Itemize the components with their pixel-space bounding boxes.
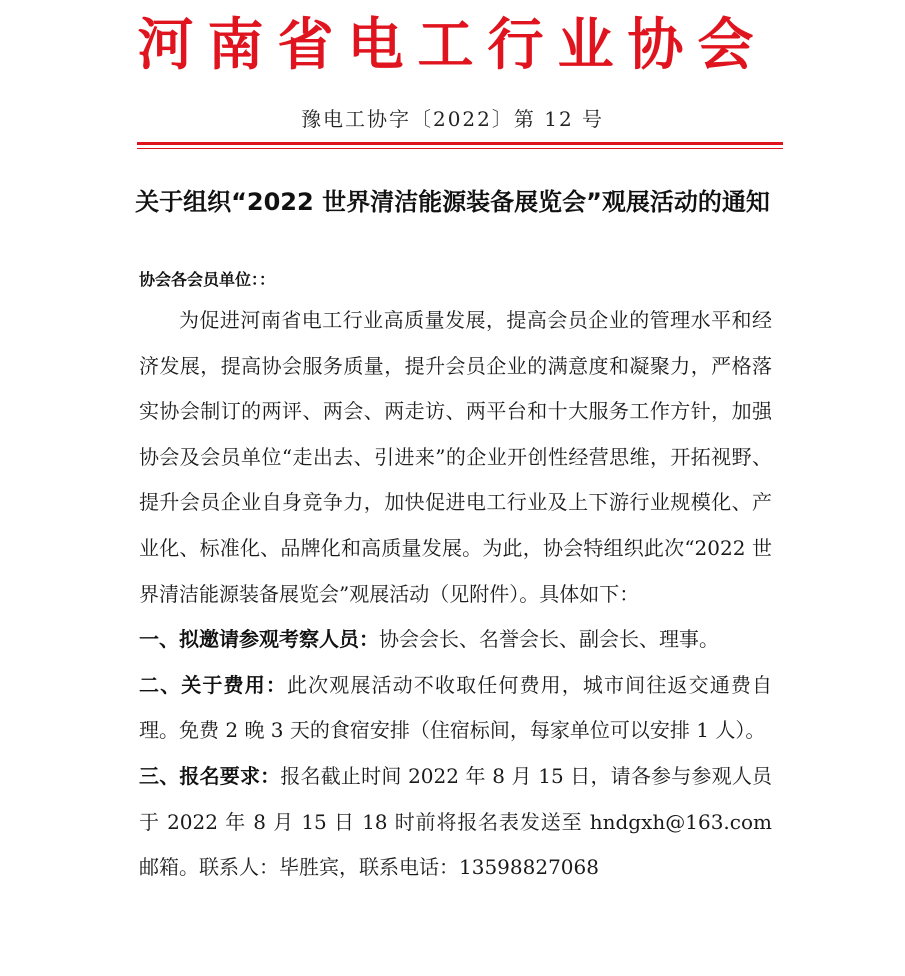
notice-title: 关于组织“2022 世界清洁能源装备展览会”观展活动的通知 bbox=[135, 188, 770, 216]
document-number: 豫电工协字〔2022〕第 12 号 bbox=[300, 107, 605, 131]
item-registration bbox=[139, 754, 772, 891]
item-costs-heading: 二、关于费用： bbox=[139, 672, 287, 697]
salutation: 协会各会员单位：： bbox=[139, 270, 276, 289]
item-invitees-heading: 一、拟邀请参观考察人员： bbox=[139, 627, 379, 652]
intro-paragraph: 为促进河南省电工行业高质量发展，提高会员企业的管理水平和经济发展，提高协会服务质量，提升会员企业的满意度和凝聚力，严格落实协会制订的两评、两会、两走访、两平台和十大服务工作方针，加强协会及会员单位“走出去、引进来”的企业开创性经营思维，开拓视野、提升会员企业自身竞争力，加快促进电工行业及上下游行业规模化、产业化、标准化、品牌化和高质量发展。为此，协会特组织此次“2022 世界清洁能源装备展览会”观展活动（见附件）。具体如下： bbox=[139, 308, 772, 606]
item-registration-text: 报名截止时间 2022 年 8 月 15 日，请各参与参观人员于 2022 年 8 月 15 日 18 时前将报名表发送至 hndgxh@163.com 邮箱。联系人：毕胜宾，联系电话：13598827068 bbox=[139, 763, 773, 880]
item-invitees bbox=[139, 617, 772, 663]
organization-masthead: 河南省电工行业协会 bbox=[137, 13, 768, 78]
item-costs bbox=[139, 663, 772, 754]
item-registration-heading: 三、报名要求： bbox=[139, 763, 281, 788]
red-divider-thin bbox=[137, 148, 783, 149]
red-divider-thick bbox=[137, 142, 783, 145]
notice-body bbox=[139, 298, 772, 891]
item-costs-text: 此次观展活动不收取任何费用，城市间往返交通费自理。免费 2 晚 3 天的食宿安排（住宿标间，每家单位可以安排 1 人）。 bbox=[139, 672, 773, 743]
item-invitees-text: 协会会长、名誉会长、副会长、理事。 bbox=[379, 627, 719, 652]
